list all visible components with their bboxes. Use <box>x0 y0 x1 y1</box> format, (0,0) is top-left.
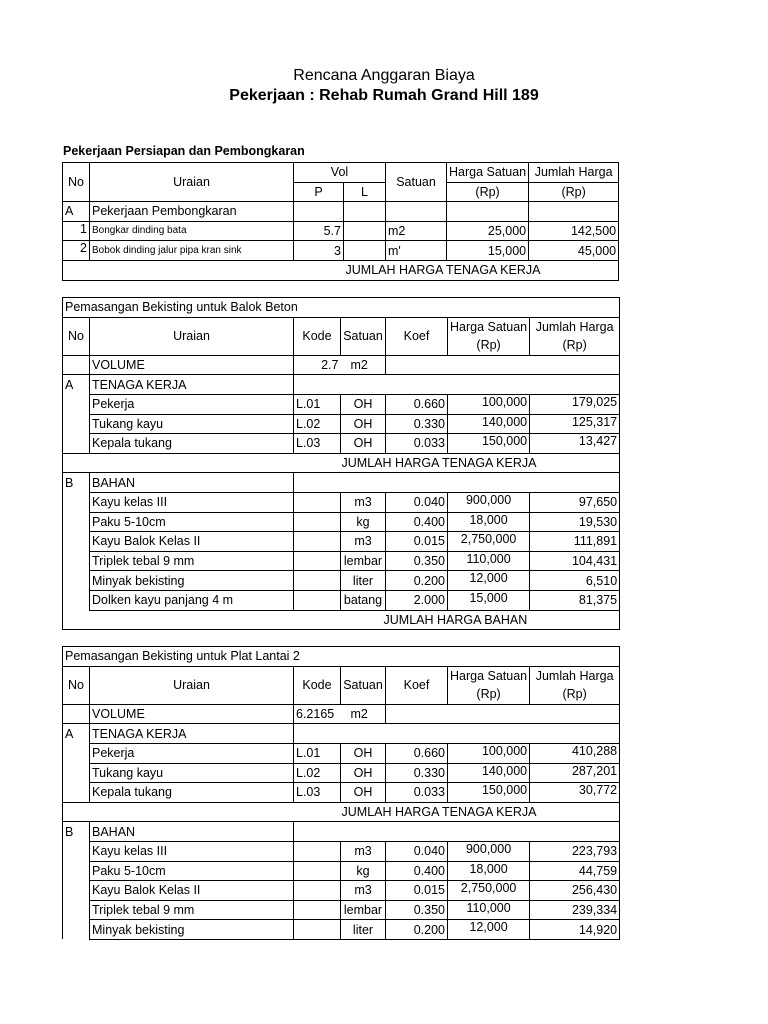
table-row: Kayu Balok Kelas II m3 0.015 2,750,000 256,430 <box>63 881 620 901</box>
group-row <box>63 822 620 842</box>
group-code: A <box>63 375 90 395</box>
table-row: Triplek tebal 9 mm lembar 0.350 110,000 239,334 <box>63 900 620 920</box>
header-uraian: Uraian <box>90 317 294 355</box>
group-code: A <box>63 202 90 222</box>
document-subtitle: Pekerjaan : Rehab Rumah Grand Hill 189 <box>229 87 539 104</box>
group-code: A <box>63 724 90 744</box>
header-no: No <box>63 317 90 355</box>
table-row: Dolken kayu panjang 4 m batang 2.000 15,000 81,375 <box>63 590 620 610</box>
table-row: Tukang kayu L.02 OH 0.330 140,000 125,317 <box>63 414 620 434</box>
section2-table <box>62 297 620 630</box>
table-row: Paku 5-10cm kg 0.400 18,000 19,530 <box>63 512 620 532</box>
group-code: B <box>63 822 90 842</box>
header-p: P <box>294 182 344 202</box>
table-row: Triplek tebal 9 mm lembar 0.350 110,000 104,431 <box>63 551 620 571</box>
header-uraian: Uraian <box>90 163 294 202</box>
section1-title: Pekerjaan Persiapan dan Pembongkaran <box>63 144 305 158</box>
header-koef: Koef <box>386 666 448 704</box>
total-row <box>63 260 619 280</box>
total-row <box>63 610 620 630</box>
group-row <box>63 375 620 395</box>
total-row <box>63 802 620 822</box>
group-row <box>63 473 620 493</box>
table-row: Kepala tukang L.03 OH 0.033 150,000 30,772 <box>63 783 620 803</box>
group-label: Pekerjaan Pembongkaran <box>90 202 294 222</box>
group-label: TENAGA KERJA <box>90 375 294 395</box>
header-harga-unit: (Rp) <box>448 685 530 704</box>
section3-table <box>62 646 620 940</box>
header-satuan: Satuan <box>386 163 447 202</box>
total-label: JUMLAH HARGA TENAGA KERJA <box>294 802 620 822</box>
volume-label: VOLUME <box>90 704 294 724</box>
group-row <box>63 202 619 222</box>
group-label: BAHAN <box>90 473 294 493</box>
header-l: L <box>344 182 386 202</box>
table-row: Kayu Balok Kelas II m3 0.015 2,750,000 111,891 <box>63 532 620 552</box>
volume-unit: m2 <box>341 355 386 375</box>
table-row: Tukang kayu L.02 OH 0.330 140,000 287,201 <box>63 763 620 783</box>
header-harga-satuan: Harga Satuan <box>447 163 529 183</box>
section1-table <box>62 162 619 281</box>
section3-title: Pemasangan Bekisting untuk Plat Lantai 2 <box>63 647 620 667</box>
table-row: Minyak bekisting liter 0.200 12,000 14,920 <box>63 920 620 940</box>
header-harga-unit: (Rp) <box>448 336 530 355</box>
header-harga-satuan: Harga Satuan <box>448 317 530 336</box>
group-label: BAHAN <box>90 822 294 842</box>
table-row: Kayu kelas III m3 0.040 900,000 223,793 <box>63 841 620 861</box>
table-row: 2 Bobok dinding jalur pipa kran sink 3 m' 15,000 45,000 <box>63 241 619 261</box>
header-jumlah-harga: Jumlah Harga <box>530 666 620 685</box>
volume-unit: m2 <box>341 704 386 724</box>
table-row: Paku 5-10cm kg 0.400 18,000 44,759 <box>63 861 620 881</box>
header-jumlah-harga: Jumlah Harga <box>530 317 620 336</box>
header-no: No <box>63 666 90 704</box>
header-kode: Kode <box>294 317 341 355</box>
table-row: Pekerja L.01 OH 0.660 100,000 179,025 <box>63 394 620 414</box>
table-row: 1 Bongkar dinding bata 5.7 m2 25,000 142,500 <box>63 221 619 241</box>
group-row <box>63 724 620 744</box>
volume-value: 2.7 <box>294 355 341 375</box>
table-row: Minyak bekisting liter 0.200 12,000 6,510 <box>63 571 620 591</box>
header-koef: Koef <box>386 317 448 355</box>
group-code: B <box>63 473 90 493</box>
header-jumlah-unit: (Rp) <box>530 685 620 704</box>
header-satuan: Satuan <box>341 666 386 704</box>
table-row: Pekerja L.01 OH 0.660 100,000 410,288 <box>63 743 620 763</box>
header-jumlah-unit: (Rp) <box>529 182 619 202</box>
header-no: No <box>63 163 90 202</box>
volume-value: 6.2165 <box>294 704 341 724</box>
header-uraian: Uraian <box>90 666 294 704</box>
volume-row <box>63 355 620 375</box>
total-label: JUMLAH HARGA TENAGA KERJA <box>294 260 619 280</box>
document-title: Rencana Anggaran Biaya <box>293 67 475 84</box>
group-label: TENAGA KERJA <box>90 724 294 744</box>
header-kode: Kode <box>294 666 341 704</box>
header-satuan: Satuan <box>341 317 386 355</box>
header-jumlah-harga: Jumlah Harga <box>529 163 619 183</box>
total-row <box>63 453 620 473</box>
header-jumlah-unit: (Rp) <box>530 336 620 355</box>
header-harga-unit: (Rp) <box>447 182 529 202</box>
header-vol: Vol <box>294 163 386 183</box>
volume-label: VOLUME <box>90 355 294 375</box>
table-row: Kayu kelas III m3 0.040 900,000 97,650 <box>63 492 620 512</box>
section2-title: Pemasangan Bekisting untuk Balok Beton <box>63 298 620 318</box>
total-label: JUMLAH HARGA BAHAN <box>294 610 620 630</box>
volume-row <box>63 704 620 724</box>
table-row: Kepala tukang L.03 OH 0.033 150,000 13,427 <box>63 434 620 454</box>
header-harga-satuan: Harga Satuan <box>448 666 530 685</box>
total-label: JUMLAH HARGA TENAGA KERJA <box>294 453 620 473</box>
